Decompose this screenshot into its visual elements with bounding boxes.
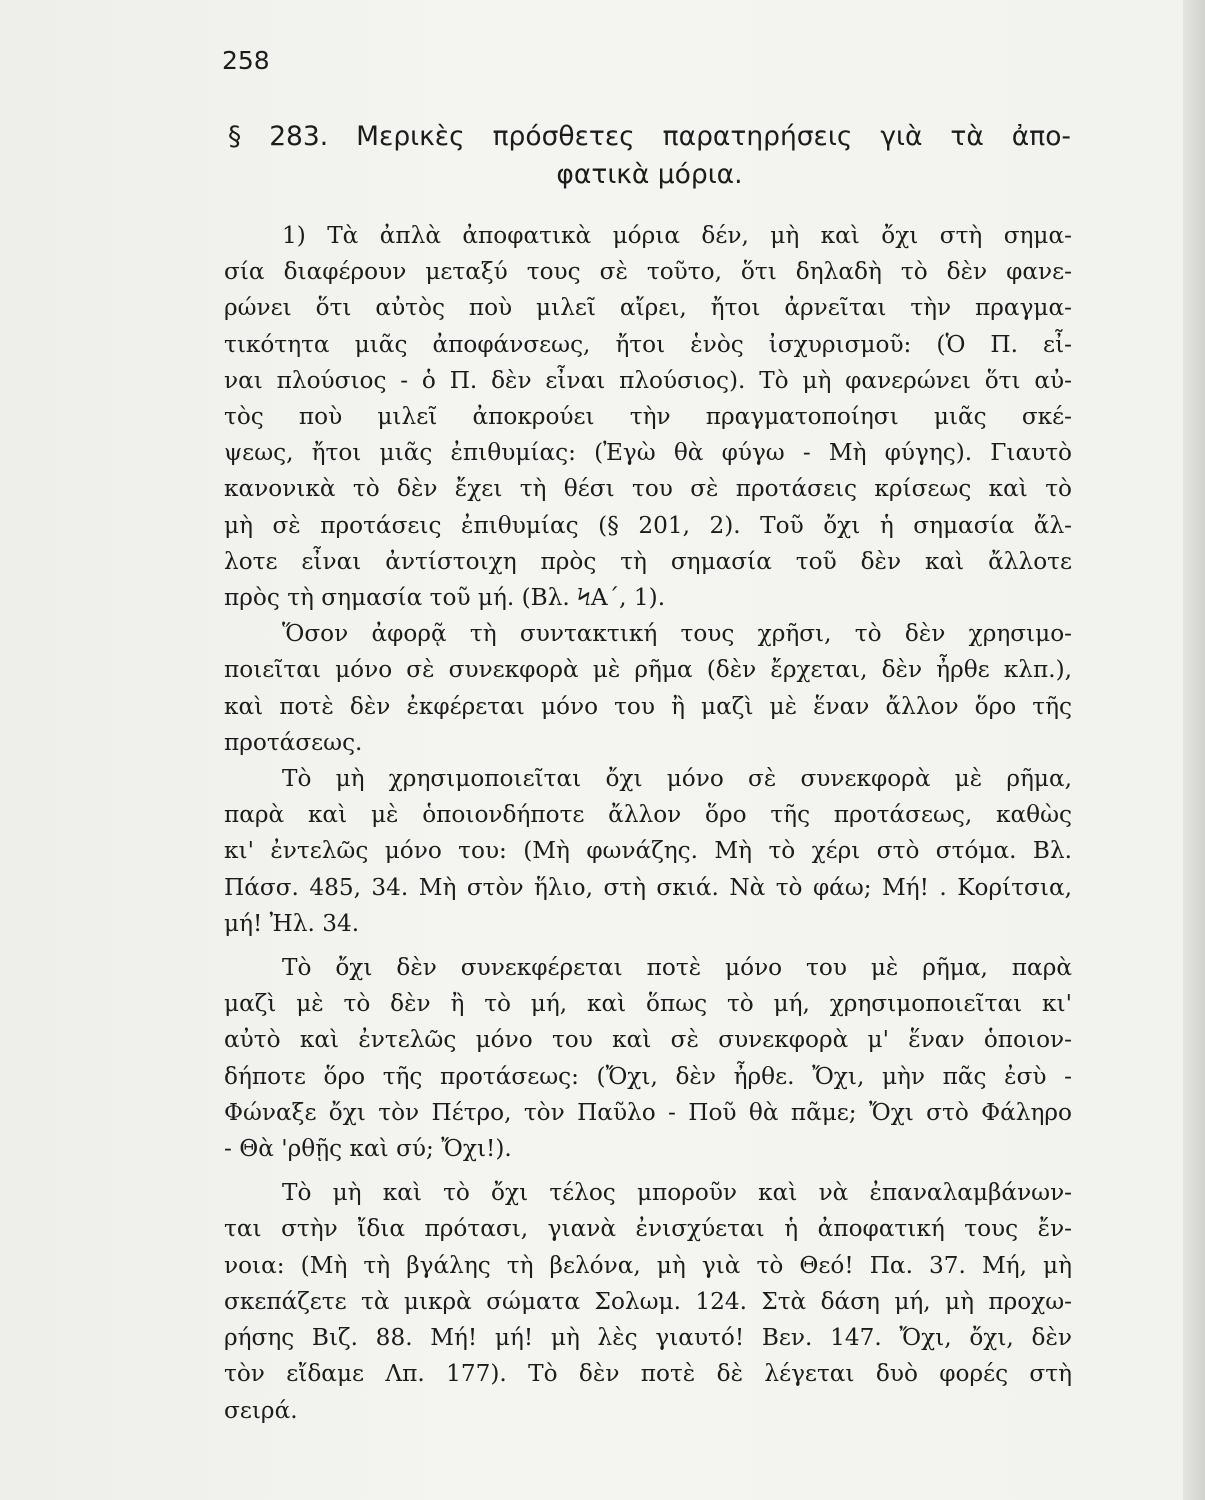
body-text — [224, 218, 1072, 1429]
text-line: κανονικὰ τὸ δὲν ἔχει τὴ θέσι του σὲ προτάσεις κρίσεως καὶ τὸ — [224, 475, 1072, 503]
text-line: ρήσης Βιζ. 88. Μή! μή! μὴ λὲς γιαυτό! Βεν. 147. Ὄχι, ὄχι, δὲν — [224, 1324, 1072, 1352]
page-gutter-shadow — [1183, 0, 1205, 1500]
heading-line: φατικὰ μόρια. — [556, 159, 743, 190]
heading-line: § 283. Μερικὲς πρόσθετες παρατηρήσεις γιὰ τὰ ἀπο- — [228, 121, 1071, 152]
text-line: τικότητα μιᾶς ἀποφάνσεως, ἤτοι ἑνὸς ἰσχυρισμοῦ: (Ὁ Π. εἶ- — [224, 330, 1072, 358]
section-heading — [228, 118, 1071, 194]
text-line: σειρά. — [224, 1396, 298, 1424]
text-line: 1) Τὰ ἀπλὰ ἀποφατικὰ μόρια δέν, μὴ καὶ ὄχι στὴ σημα- — [282, 222, 1072, 249]
page-number: 258 — [222, 46, 270, 75]
text-line: ποιεῖται μόνο σὲ συνεκφορὰ μὲ ρῆμα (δὲν ἔρχεται, δὲν ἦρθε κλπ.), — [224, 656, 1072, 684]
text-line: δήποτε ὅρο τῆς προτάσεως: (Ὄχι, δὲν ἦρθε. Ὄχι, μὴν πᾶς ἐσὺ - — [224, 1062, 1072, 1090]
text-line: νοια: (Μὴ τὴ βγάλης τὴ βελόνα, μὴ γιὰ τὸ Θεό! Πα. 37. Μή, μὴ — [224, 1251, 1072, 1279]
text-line: μὴ σὲ προτάσεις ἐπιθυμίας (§ 201, 2). Τοῦ ὄχι ἡ σημασία ἄλ- — [224, 511, 1072, 539]
text-line: πρὸς τὴ σημασία τοῦ μή. (Βλ. ϞΑ΄, 1). — [224, 584, 666, 612]
text-line: παρὰ καὶ μὲ ὁποιονδήποτε ἄλλον ὅρο τῆς προτάσεως, καθὼς — [224, 801, 1072, 829]
text-line: σία διαφέρουν μεταξύ τους σὲ τοῦτο, ὅτι δηλαδὴ τὸ δὲν φανε- — [224, 258, 1072, 286]
text-line: κι' ἐντελῶς μόνο του: (Μὴ φωνάζης. Μὴ τὸ χέρι στὸ στόμα. Βλ. — [224, 837, 1072, 865]
text-line: τὸς ποὺ μιλεῖ ἀποκρούει τὴν πραγματοποίησι μιᾶς σκέ- — [224, 403, 1072, 431]
text-line: ρώνει ὅτι αὐτὸς ποὺ μιλεῖ αἴρει, ἤτοι ἀρνεῖται τὴν πραγμα- — [224, 294, 1072, 322]
text-line: Τὸ μὴ καὶ τὸ ὄχι τέλος μποροῦν καὶ νὰ ἐπαναλαμβάνων- — [282, 1179, 1072, 1207]
text-line: Τὸ ὄχι δὲν συνεκφέρεται ποτὲ μόνο του μὲ ρῆμα, παρὰ — [282, 954, 1072, 982]
text-line: τὸν εἴδαμε Λπ. 177). Τὸ δὲν ποτὲ δὲ λέγεται δυὸ φορές στὴ — [224, 1360, 1072, 1388]
text-line: Ὅσον ἀφορᾷ τὴ συντακτική τους χρῆσι, τὸ δὲν χρησιμο- — [282, 620, 1072, 648]
text-line: Πάσσ. 485, 34. Μὴ στὸν ἥλιο, στὴ σκιά. Νὰ τὸ φάω; Μή! . Κορίτσια, — [224, 873, 1072, 901]
text-line: μαζὶ μὲ τὸ δὲν ἢ τὸ μή, καὶ ὅπως τὸ μή, χρησιμοποιεῖται κι' — [224, 990, 1072, 1018]
text-line: λοτε εἶναι ἀντίστοιχη πρὸς τὴ σημασία τοῦ δὲν καὶ ἄλλοτε — [224, 547, 1072, 575]
text-line: ψεως, ἤτοι μιᾶς ἐπιθυμίας: (Ἐγὼ θὰ φύγω - Μὴ φύγης). Γιαυτὸ — [224, 439, 1072, 467]
text-line: ναι πλούσιος - ὁ Π. δὲν εἶναι πλούσιος). Τὸ μὴ φανερώνει ὅτι αὐ- — [224, 366, 1072, 394]
text-line: Φώναξε ὄχι τὸν Πέτρο, τὸν Παῦλο - Ποῦ θὰ πᾶμε; Ὄχι στὸ Φάληρο — [224, 1098, 1072, 1126]
text-line: καὶ ποτὲ δὲν ἐκφέρεται μόνο του ἢ μαζὶ μὲ ἕναν ἄλλον ὅρο τῆς — [224, 692, 1072, 720]
text-line: σκεπάζετε τὰ μικρὰ σώματα Σολωμ. 124. Στὰ δάση μή, μὴ προχω- — [224, 1287, 1072, 1315]
text-line: μή! Ἠλ. 34. — [224, 909, 360, 937]
text-line: αὐτὸ καὶ ἐντελῶς μόνο του καὶ σὲ συνεκφορὰ μ' ἕναν ὁποιον- — [224, 1026, 1072, 1054]
text-line: προτάσεως. — [224, 728, 363, 756]
text-line: - Θὰ 'ρθῇς καὶ σύ; Ὄχι!). — [224, 1135, 512, 1163]
text-line: ται στὴν ἴδια πρότασι, γιανὰ ἐνισχύεται ἡ ἀποφατική τους ἔν- — [224, 1215, 1072, 1243]
text-line: Τὸ μὴ χρησιμοποιεῖται ὄχι μόνο σὲ συνεκφορὰ μὲ ρῆμα, — [282, 765, 1072, 793]
